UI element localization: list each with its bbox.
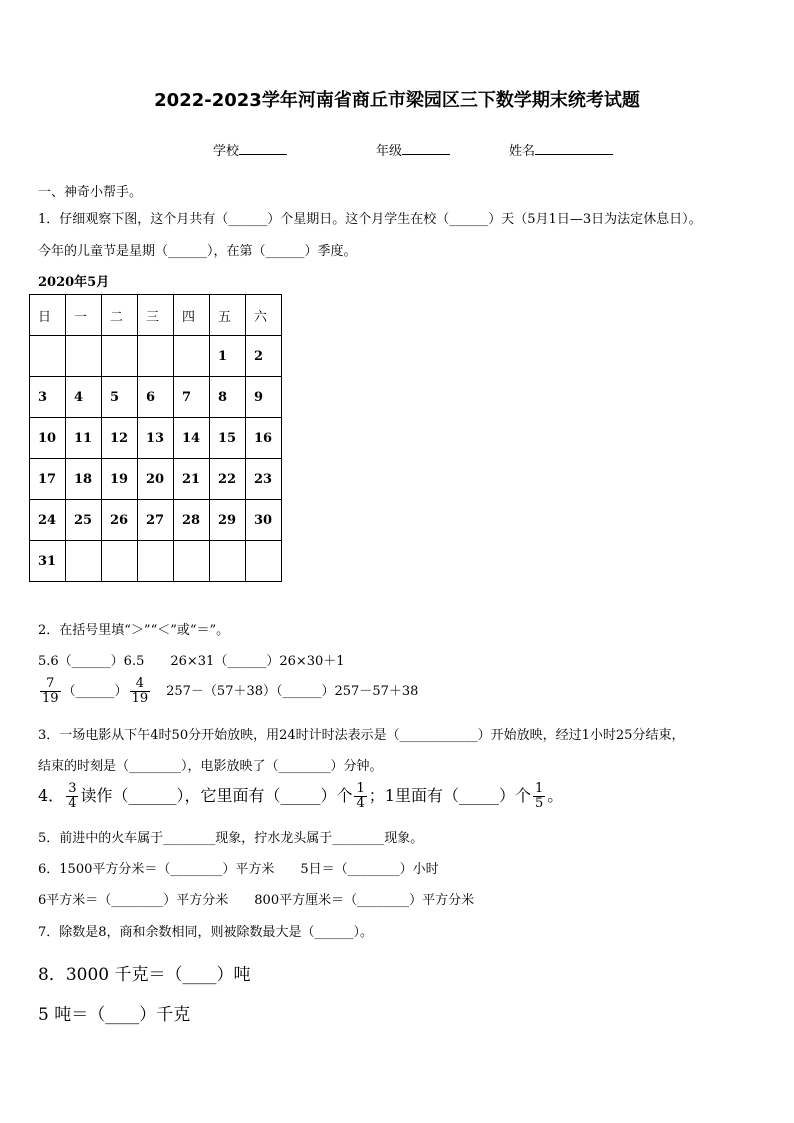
question-3-line-1: 3．一场电影从下午4时50分开始放映，用24时计时法表示是（____________）开始放映，经过1小时25分结束， [38, 728, 685, 743]
day-cell: 13 [138, 418, 174, 459]
day-cell: 10 [30, 418, 66, 459]
fraction-numerator: 3 [68, 781, 77, 796]
day-cell: 22 [210, 459, 246, 500]
fraction-1-5 [533, 782, 545, 811]
question-4-part-1: 读作（______），它里面有（_____）个 [80, 786, 353, 805]
question-8-line-2: 5 吨＝（____）千克 [38, 1005, 191, 1025]
page-title: 2022-2023学年河南省商丘市梁园区三下数学期末统考试题 [154, 90, 640, 111]
question-4-part-2: ；1里面有（_____）个 [368, 786, 531, 805]
fraction-3-4 [66, 782, 78, 811]
day-cell: 31 [30, 541, 66, 582]
name-label: 姓名 [509, 144, 536, 159]
day-cell: 4 [66, 377, 102, 418]
day-cell: 24 [30, 500, 66, 541]
question-6-line-1: 6．1500平方分米＝（________）平方米 5日＝（________）小时 [38, 862, 439, 877]
day-cell: 21 [174, 459, 210, 500]
weekday-cell: 一 [66, 295, 102, 336]
question-8-line-1: 8．3000 千克＝（____）吨 [38, 965, 251, 985]
calendar-header-row [30, 295, 282, 336]
weekday-cell: 五 [210, 295, 246, 336]
calendar-table [29, 294, 282, 582]
day-cell: 26 [102, 500, 138, 541]
fraction-denominator: 5 [534, 796, 544, 811]
fraction-numerator: 7 [40, 677, 61, 692]
weekday-cell: 四 [174, 295, 210, 336]
day-cell: 8 [210, 377, 246, 418]
day-cell [102, 336, 138, 377]
calendar-week-row [30, 377, 282, 418]
day-cell: 1 [210, 336, 246, 377]
grade-label: 年级 [376, 144, 403, 159]
day-cell: 6 [138, 377, 174, 418]
fraction-denominator: 4 [356, 796, 365, 811]
day-cell: 9 [246, 377, 282, 418]
grade-blank[interactable] [402, 142, 450, 155]
day-cell [30, 336, 66, 377]
day-cell: 30 [246, 500, 282, 541]
section-1-heading: 一、神奇小帮手。 [38, 185, 143, 200]
fraction-numerator: 4 [130, 677, 151, 692]
day-cell [174, 541, 210, 582]
fraction-denominator: 4 [68, 796, 77, 811]
day-cell [246, 541, 282, 582]
fraction-4-19 [130, 677, 151, 706]
day-cell: 3 [30, 377, 66, 418]
calendar-week-row [30, 500, 282, 541]
day-cell: 11 [66, 418, 102, 459]
question-2-line-1: 2．在括号里填“＞”“＜”或“＝”。 [38, 623, 230, 638]
day-cell [138, 541, 174, 582]
question-5: 5．前进中的火车属于________现象，拧水龙头属于________现象。 [38, 831, 424, 846]
calendar-week-row [30, 459, 282, 500]
day-cell [174, 336, 210, 377]
day-cell: 16 [246, 418, 282, 459]
day-cell: 12 [102, 418, 138, 459]
day-cell [66, 336, 102, 377]
day-cell: 18 [66, 459, 102, 500]
name-blank[interactable] [535, 142, 613, 155]
calendar-week-row [30, 336, 282, 377]
weekday-cell: 二 [102, 295, 138, 336]
question-4 [38, 782, 563, 811]
day-cell: 27 [138, 500, 174, 541]
question-4-prefix: 4． [38, 786, 65, 805]
fraction-denominator: 19 [42, 691, 59, 706]
grade-field [376, 140, 450, 159]
day-cell: 19 [102, 459, 138, 500]
day-cell: 28 [174, 500, 210, 541]
calendar-week-row [30, 541, 282, 582]
fraction-numerator: 1 [534, 781, 544, 796]
day-cell [138, 336, 174, 377]
question-1-line-2: 今年的儿童节是星期（______），在第（______）季度。 [38, 244, 357, 259]
day-cell: 17 [30, 459, 66, 500]
weekday-cell: 三 [138, 295, 174, 336]
compare-expression: 257－（57＋38）（______）257－57＋38 [166, 684, 419, 699]
day-cell: 29 [210, 500, 246, 541]
question-3-line-2: 结束的时刻是（________），电影放映了（________）分钟。 [38, 759, 383, 774]
school-field [213, 140, 287, 159]
fraction-7-19 [40, 677, 61, 706]
fraction-1-4 [354, 782, 366, 811]
day-cell [210, 541, 246, 582]
day-cell: 14 [174, 418, 210, 459]
day-cell: 15 [210, 418, 246, 459]
day-cell: 25 [66, 500, 102, 541]
question-4-part-3: 。 [547, 786, 564, 805]
question-2-line-2: 5.6（______）6.5 26×31（______）26×30＋1 [38, 654, 345, 669]
question-7: 7．除数是8，商和余数相同，则被除数最大是（______）。 [38, 925, 374, 940]
question-2-line-3 [38, 677, 418, 706]
compare-blank: （______） [62, 684, 128, 699]
day-cell [102, 541, 138, 582]
school-blank[interactable] [239, 142, 287, 155]
name-field [509, 140, 613, 159]
day-cell: 20 [138, 459, 174, 500]
school-label: 学校 [213, 144, 240, 159]
weekday-cell: 六 [246, 295, 282, 336]
day-cell [66, 541, 102, 582]
weekday-cell: 日 [30, 295, 66, 336]
question-6-line-2: 6平方米＝（________）平方分米 800平方厘米＝（________）平方分米 [38, 893, 475, 908]
day-cell: 7 [174, 377, 210, 418]
fraction-denominator: 19 [131, 691, 149, 706]
day-cell: 5 [102, 377, 138, 418]
question-1-line-1: 1．仔细观察下图，这个月共有（______）个星期日。这个月学生在校（______）天（5月1日—3日为法定休息日）。 [38, 212, 702, 227]
day-cell: 23 [246, 459, 282, 500]
calendar-caption: 2020年5月 [38, 275, 110, 290]
fraction-numerator: 1 [356, 781, 365, 796]
calendar-week-row [30, 418, 282, 459]
day-cell: 2 [246, 336, 282, 377]
